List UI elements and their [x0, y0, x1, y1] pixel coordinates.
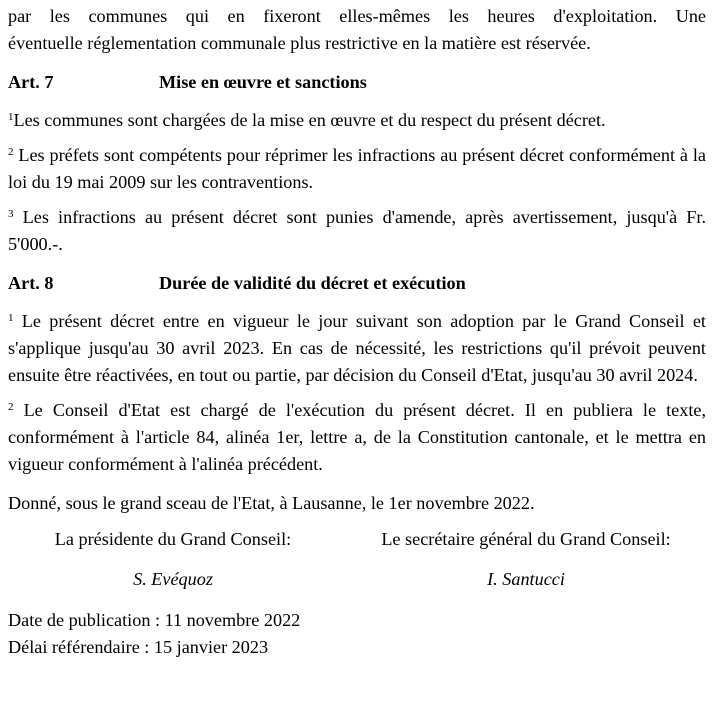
article-7-alinea-1 — [8, 107, 706, 134]
alinea-number: 3 — [8, 208, 14, 220]
article-8-heading — [8, 270, 706, 297]
article-7-number: Art. 7 — [8, 72, 54, 92]
publication-info — [8, 607, 706, 661]
article-7-alinea-3 — [8, 204, 706, 258]
article-7-heading — [8, 69, 706, 96]
alinea-text: Le Conseil d'Etat est chargé de l'exécution du présent décret. Il en publiera le texte, conformément à l'article 84, alinéa 1er, lettre a, de la Constitution cantonale, et le mettra en vigueur conformément à l'alinéa précédent. — [8, 400, 706, 474]
alinea-text: Le présent décret entre en vigueur le jour suivant son adoption par le Grand Conseil et s'applique jusqu'au 30 avril 2023. En cas de nécessité, les restrictions qu'il prévoit peuvent ensuite être réactivées, en tout ou partie, par décision du Conseil d'Etat, jusqu'au 30 avril 2024. — [8, 311, 706, 385]
signature-left — [8, 526, 338, 593]
article-8-number: Art. 8 — [8, 273, 54, 293]
signature-right — [346, 526, 706, 593]
signature-right-role: Le secrétaire général du Grand Conseil: — [381, 529, 671, 549]
alinea-text: Les infractions au présent décret sont punies d'amende, après avertissement, jusqu'à Fr. 5'000.-. — [8, 207, 706, 254]
signature-right-name: I. Santucci — [487, 569, 565, 589]
article-7-title: Mise en œuvre et sanctions — [159, 72, 367, 92]
intro-line-1: par les communes qui en fixeront elles-mêmes les heures d'exploitation. Une — [8, 6, 706, 26]
signature-block — [8, 526, 706, 593]
alinea-number: 1 — [8, 111, 14, 123]
article-8-alinea-2 — [8, 397, 706, 478]
article-8-title: Durée de validité du décret et exécution — [159, 273, 466, 293]
intro-line-2: éventuelle réglementation communale plus restrictive en la matière est réservée. — [8, 33, 591, 53]
document-page — [8, 0, 706, 661]
alinea-number: 2 — [8, 146, 14, 158]
article-8-alinea-1 — [8, 308, 706, 389]
signature-left-role: La présidente du Grand Conseil: — [54, 529, 292, 549]
alinea-number: 1 — [8, 312, 14, 324]
article-7-alinea-2 — [8, 142, 706, 196]
alinea-text: Les communes sont chargées de la mise en œuvre et du respect du présent décret. — [13, 110, 606, 130]
signature-left-name: S. Evéquoz — [133, 569, 213, 589]
referendum-deadline: Délai référendaire : 15 janvier 2023 — [8, 637, 269, 657]
publication-date: Date de publication : 11 novembre 2022 — [8, 610, 301, 630]
alinea-number: 2 — [8, 401, 14, 413]
intro-paragraph-end — [8, 30, 706, 57]
closing-statement: Donné, sous le grand sceau de l'Etat, à Lausanne, le 1er novembre 2022. — [8, 493, 535, 513]
alinea-text: Les préfets sont compétents pour réprimer les infractions au présent décret conformément à la loi du 19 mai 2009 sur les contraventions. — [8, 145, 706, 192]
intro-paragraph — [8, 3, 706, 30]
